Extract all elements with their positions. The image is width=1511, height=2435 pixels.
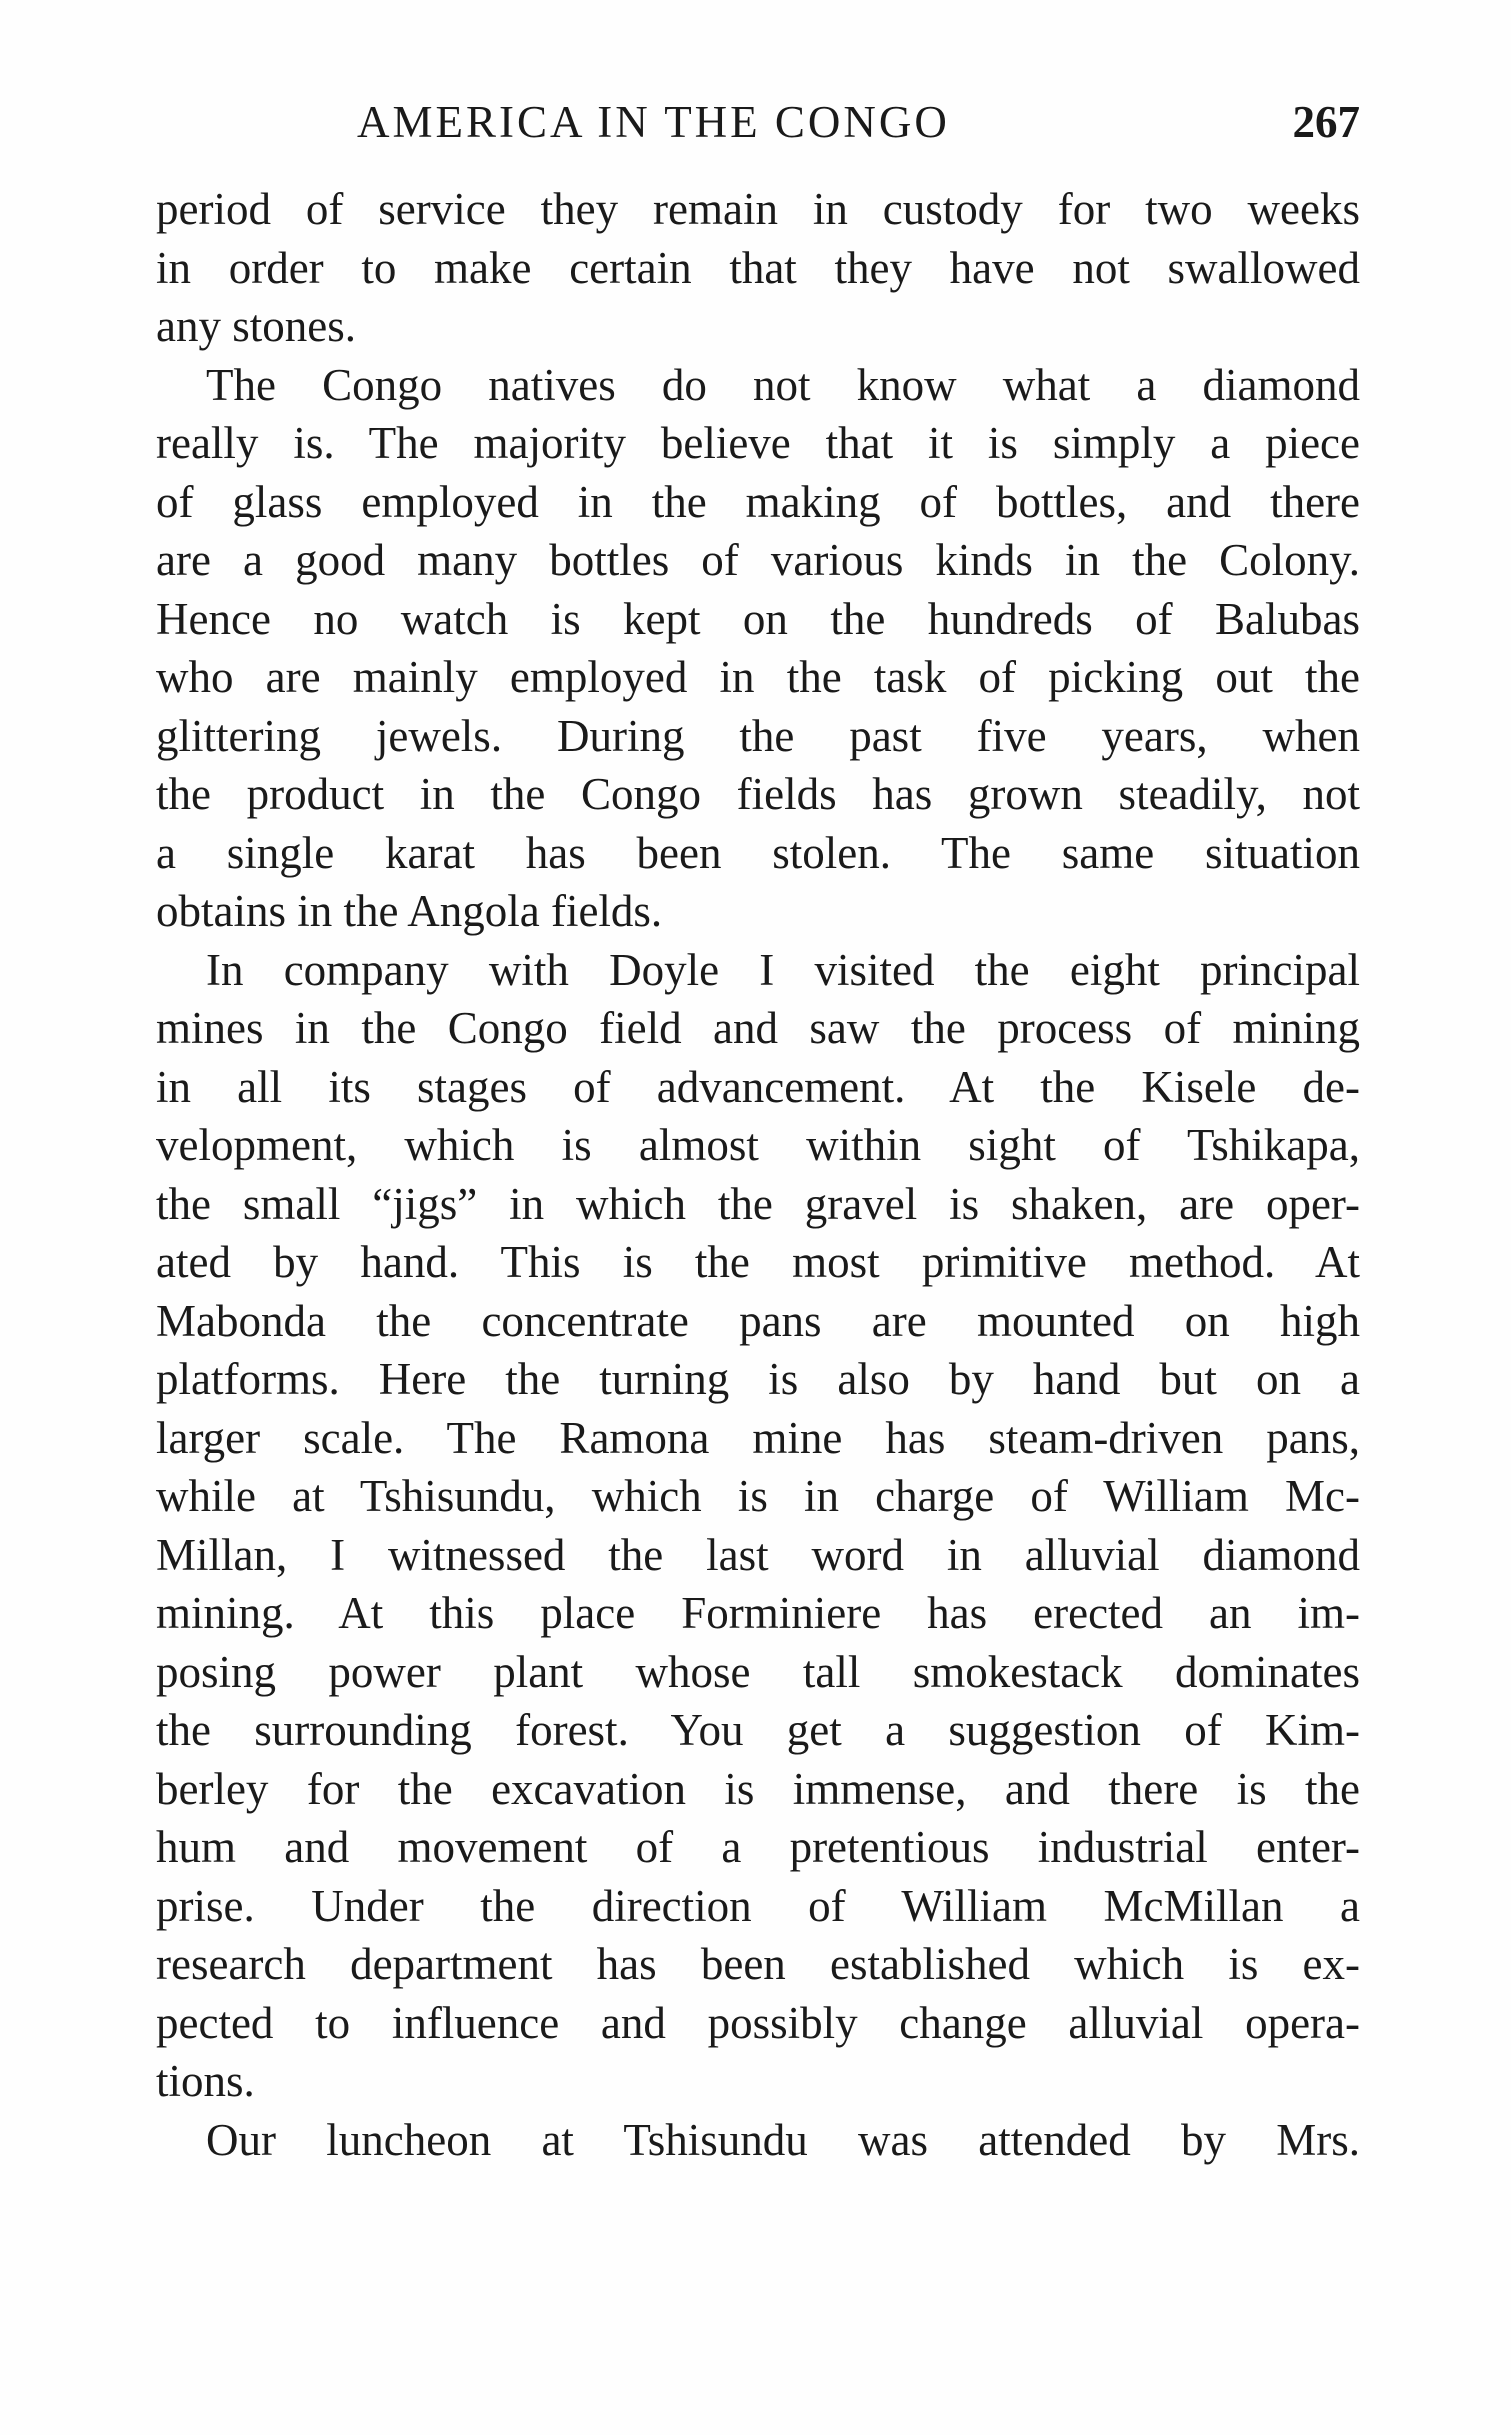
- text-line: in all its stages of advancement. At the Kisele de-: [156, 1061, 1360, 1112]
- text-line: Mabonda the concentrate pans are mounted on high: [156, 1295, 1360, 1346]
- text-line: tions.: [156, 2056, 255, 2106]
- text-line: mining. At this place Forminiere has erected an im-: [156, 1588, 1360, 1638]
- text-line: hum and movement of a pretentious industrial enter-: [156, 1822, 1360, 1872]
- text-line: ated by hand. This is the most primitive method. At: [156, 1237, 1360, 1287]
- page-number: 267: [1292, 97, 1360, 147]
- text-line: a single karat has been stolen. The same situation: [156, 827, 1360, 878]
- text-line: research department has been established which is ex-: [156, 1939, 1360, 1989]
- text-line: in order to make certain that they have not swallowed: [156, 242, 1360, 293]
- text-line: platforms. Here the turning is also by hand but on a: [156, 1354, 1360, 1404]
- text-line: period of service they remain in custody for two weeks: [156, 184, 1360, 234]
- text-line: Millan, I witnessed the last word in alluvial diamond: [156, 1529, 1360, 1580]
- text-line: pected to influence and possibly change alluvial opera-: [156, 1997, 1360, 2048]
- text-line: mines in the Congo field and saw the process of mining: [156, 1003, 1360, 1053]
- text-line: prise. Under the direction of William McMillan a: [156, 1880, 1360, 1931]
- text-line: posing power plant whose tall smokestack dominates: [156, 1646, 1360, 1697]
- text-line: of glass employed in the making of bottles, and there: [156, 476, 1360, 527]
- text-line: the small “jigs” in which the gravel is shaken, are oper-: [156, 1178, 1360, 1229]
- page-header: [156, 92, 1360, 152]
- text-line: obtains in the Angola fields.: [156, 886, 663, 936]
- running-title: AMERICA IN THE CONGO: [357, 97, 950, 147]
- text-line: In company with Doyle I visited the eight principal: [206, 944, 1360, 995]
- text-line: larger scale. The Ramona mine has steam-driven pans,: [156, 1412, 1360, 1463]
- body-text: [156, 180, 1360, 2169]
- text-line: Hence no watch is kept on the hundreds of Balubas: [156, 593, 1360, 644]
- text-line: the product in the Congo fields has grown steadily, not: [156, 769, 1360, 819]
- text-line: while at Tshisundu, which is in charge of William Mc-: [156, 1471, 1360, 1521]
- text-line: Our luncheon at Tshisundu was attended by Mrs.: [206, 2114, 1360, 2165]
- text-line: any stones.: [156, 301, 356, 351]
- text-line: berley for the excavation is immense, and there is the: [156, 1763, 1360, 1814]
- text-line: really is. The majority believe that it is simply a piece: [156, 418, 1360, 468]
- text-line: The Congo natives do not know what a diamond: [206, 359, 1360, 410]
- text-line: the surrounding forest. You get a suggestion of Kim-: [156, 1705, 1360, 1755]
- text-line: velopment, which is almost within sight of Tshikapa,: [156, 1120, 1360, 1170]
- text-line: glittering jewels. During the past five years, when: [156, 710, 1360, 761]
- text-line: who are mainly employed in the task of picking out the: [156, 652, 1360, 702]
- text-line: are a good many bottles of various kinds in the Colony.: [156, 535, 1360, 585]
